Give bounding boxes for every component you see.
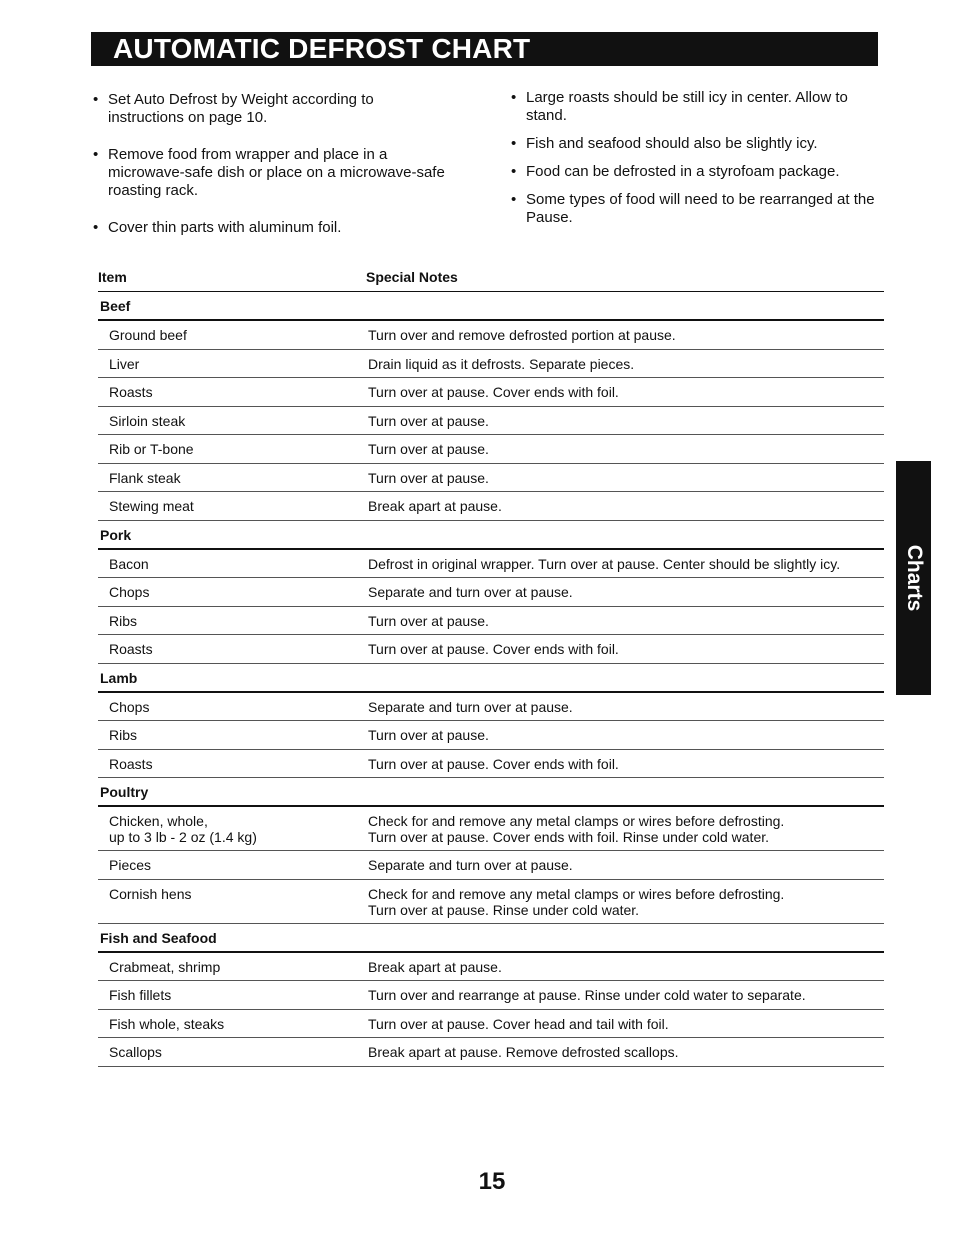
item-cell: Fish whole, steaks	[109, 1015, 225, 1032]
notes-cell: Turn over at pause. Cover ends with foil.	[368, 755, 619, 772]
column-header-notes: Special Notes	[366, 269, 458, 285]
bullet-item: • Food can be defrosted in a styrofoam package.	[511, 163, 891, 181]
table-row	[98, 1010, 884, 1039]
item-cell: Flank steak	[109, 469, 181, 486]
notes-cell: Turn over at pause.	[368, 441, 489, 457]
table-row	[98, 693, 884, 722]
table-row	[98, 981, 884, 1010]
table-group-header	[98, 924, 884, 953]
group-name: Fish and Seafood	[100, 929, 217, 946]
instructions-right	[511, 89, 891, 237]
group-name: Pork	[100, 526, 132, 543]
instructions-left	[93, 91, 453, 247]
page-title: AUTOMATIC DEFROST CHART	[91, 32, 878, 66]
bullet-item: • Large roasts should be still icy in center. Allow to stand.	[511, 89, 891, 125]
notes-cell: Separate and turn over at pause.	[368, 584, 573, 600]
bullet-item: • Cover thin parts with aluminum foil.	[93, 219, 453, 237]
table-row	[98, 407, 884, 436]
notes-cell: Separate and turn over at pause.	[368, 857, 573, 873]
item-cell: Stewing meat	[109, 498, 194, 514]
table-row	[98, 807, 884, 851]
item-cell: Roasts	[109, 755, 153, 772]
item-cell: Chicken, whole, up to 3 lb - 2 oz (1.4 kg)	[109, 813, 257, 845]
notes-cell: Break apart at pause.	[368, 958, 502, 975]
item-cell: Ribs	[109, 727, 138, 743]
table-row	[98, 550, 884, 579]
item-cell: Chops	[109, 584, 150, 600]
section-tab	[896, 461, 931, 695]
defrost-table	[98, 264, 884, 1067]
notes-cell: Turn over at pause.	[368, 469, 489, 486]
bullet-item: • Some types of food will need to be rearranged at the Pause.	[511, 191, 891, 227]
table-row	[98, 750, 884, 779]
item-cell: Rib or T-bone	[109, 441, 194, 457]
item-cell: Roasts	[109, 641, 153, 657]
table-row	[98, 953, 884, 982]
item-cell: Ribs	[109, 612, 138, 629]
table-row	[98, 607, 884, 636]
notes-cell: Turn over at pause.	[368, 412, 489, 429]
notes-cell: Turn over and remove defrosted portion at pause.	[368, 327, 676, 343]
group-name: Beef	[100, 298, 131, 314]
table-body	[98, 292, 884, 1067]
table-row	[98, 1038, 884, 1067]
table-row	[98, 321, 884, 350]
notes-cell: Break apart at pause. Remove defrosted scallops.	[368, 1044, 679, 1060]
item-cell: Sirloin steak	[109, 412, 186, 429]
table-row	[98, 350, 884, 379]
column-header-item: Item	[98, 269, 127, 285]
item-cell: Liver	[109, 355, 140, 372]
notes-cell: Turn over at pause.	[368, 727, 489, 743]
table-row	[98, 880, 884, 924]
item-cell: Cornish hens	[109, 885, 192, 902]
notes-cell: Turn over at pause. Cover ends with foil.	[368, 641, 619, 657]
table-row	[98, 378, 884, 407]
table-row	[98, 721, 884, 750]
notes-cell: Turn over at pause. Cover head and tail with foil.	[368, 1015, 669, 1032]
bullet-item: • Remove food from wrapper and place in a microwave-safe dish or place on a microwave-safe roasting rack.	[93, 146, 453, 200]
table-group-header	[98, 292, 884, 321]
table-row	[98, 435, 884, 464]
notes-cell: Turn over at pause.	[368, 612, 489, 629]
table-row	[98, 851, 884, 880]
group-name: Poultry	[100, 784, 149, 800]
item-cell: Crabmeat, shrimp	[109, 958, 221, 975]
table-group-header	[98, 778, 884, 807]
item-cell: Scallops	[109, 1044, 162, 1060]
notes-cell: Drain liquid as it defrosts. Separate pieces.	[368, 355, 635, 372]
item-cell: Bacon	[109, 555, 149, 572]
section-tab-label: Charts	[902, 544, 926, 612]
item-cell: Roasts	[109, 384, 153, 400]
group-name: Lamb	[100, 669, 138, 686]
item-cell: Pieces	[109, 857, 152, 873]
notes-cell: Break apart at pause.	[368, 498, 502, 514]
notes-cell: Check for and remove any metal clamps or wires before defrosting. Turn over at pause. Cover ends with foil. Rinse under cold water.	[368, 813, 785, 845]
item-cell: Ground beef	[109, 327, 187, 343]
page-number: 15	[478, 1168, 506, 1195]
bullet-item: • Fish and seafood should also be slightly icy.	[511, 135, 891, 153]
table-row	[98, 464, 884, 493]
notes-cell: Defrost in original wrapper. Turn over at pause. Center should be slightly icy.	[368, 555, 841, 572]
bullet-item: • Set Auto Defrost by Weight according to instructions on page 10.	[93, 91, 453, 127]
table-group-header	[98, 521, 884, 550]
table-row	[98, 492, 884, 521]
item-cell: Chops	[109, 698, 150, 715]
notes-cell: Turn over and rearrange at pause. Rinse under cold water to separate.	[368, 987, 806, 1003]
notes-cell: Check for and remove any metal clamps or wires before defrosting. Turn over at pause. Rinse under cold water.	[368, 885, 785, 918]
item-cell: Fish fillets	[109, 987, 172, 1003]
notes-cell: Turn over at pause. Cover ends with foil.	[368, 384, 619, 400]
table-group-header	[98, 664, 884, 693]
notes-cell: Separate and turn over at pause.	[368, 698, 573, 715]
table-row	[98, 578, 884, 607]
table-header	[98, 264, 884, 292]
table-row	[98, 635, 884, 664]
